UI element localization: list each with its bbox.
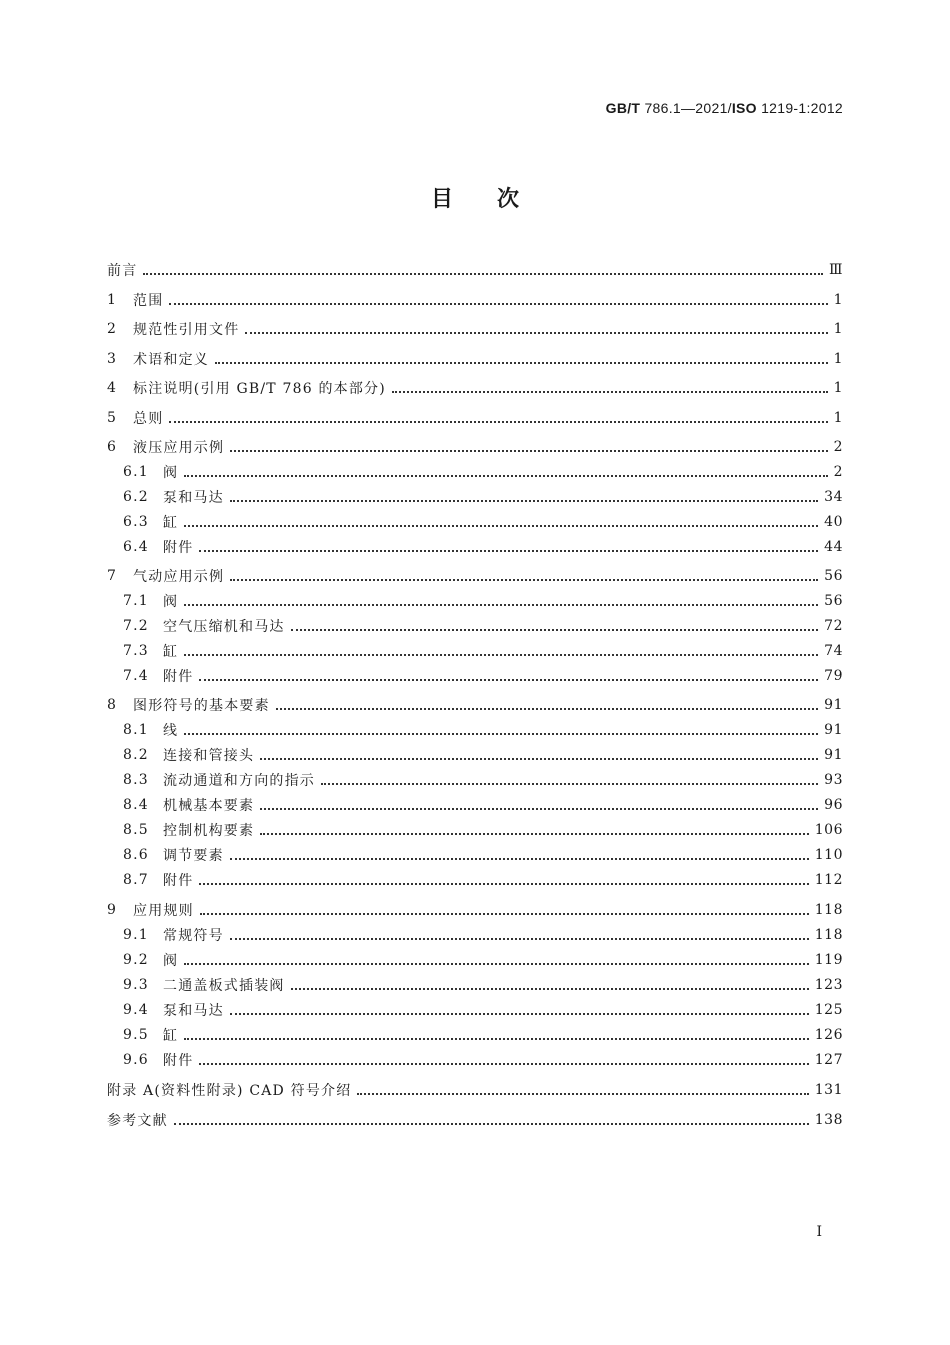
toc-leader-dots [184, 604, 818, 606]
toc-entry-page: 127 [814, 1052, 843, 1068]
toc-entry-page: 40 [824, 514, 843, 530]
toc-entry-label: 参考文献 [107, 1113, 168, 1129]
toc-leader-dots [184, 475, 827, 477]
toc-entry-page: 1 [833, 410, 843, 426]
toc-leader-dots [230, 1013, 809, 1015]
toc-entry[interactable] [107, 406, 843, 430]
toc-entry-label: 机械基本要素 [163, 798, 255, 814]
toc-entry[interactable] [107, 998, 843, 1022]
toc-leader-dots [143, 273, 823, 275]
toc-entry-label: 空气压缩机和马达 [163, 619, 285, 635]
toc-entry-label: 缸 [163, 1028, 179, 1044]
page-number: I [816, 1224, 822, 1240]
toc-entry-label: 标注说明(引用 GB/T 786 的本部分) [133, 381, 386, 397]
toc-entry[interactable] [107, 288, 843, 312]
toc-entry-label: 流动通道和方向的指示 [163, 773, 315, 789]
toc-entry[interactable] [107, 693, 843, 717]
toc-entry-label: 阀 [163, 465, 179, 481]
toc-entry-page: 123 [814, 977, 843, 993]
toc-entry-page: 1 [833, 380, 843, 396]
toc-entry-page: 93 [824, 772, 843, 788]
toc-entry-number: 1 [107, 292, 118, 308]
toc-leader-dots [230, 938, 809, 940]
toc-entry[interactable] [107, 317, 843, 341]
toc-entry-number: 6.2 [123, 489, 149, 505]
toc-leader-dots [276, 708, 818, 710]
toc-entry-number: 8.1 [123, 722, 149, 738]
toc-leader-dots [184, 1038, 809, 1040]
toc-entry[interactable] [107, 510, 843, 534]
toc-entry-label: 二通盖板式插装阀 [163, 978, 285, 994]
toc-entry-number: 3 [107, 351, 118, 367]
toc-entry-number: 6.4 [123, 539, 149, 555]
toc-leader-dots [230, 579, 818, 581]
toc-leader-dots [230, 858, 809, 860]
toc-entry[interactable] [107, 347, 843, 371]
toc-leader-dots [215, 362, 828, 364]
toc-entry-label: 规范性引用文件 [133, 322, 240, 338]
toc-entry[interactable] [107, 1108, 843, 1132]
toc-entry-label: 总则 [133, 411, 164, 427]
toc-leader-dots [200, 913, 809, 915]
toc-entry-page: 118 [814, 927, 843, 943]
toc-leader-dots [392, 391, 828, 393]
toc-entry[interactable] [107, 1048, 843, 1072]
toc-entry-page: 2 [833, 439, 843, 455]
toc-entry-label: 附件 [163, 540, 194, 556]
toc-leader-dots [291, 988, 809, 990]
toc-entry-number: 8.2 [123, 747, 149, 763]
toc-entry-number: 8.7 [123, 872, 149, 888]
toc-entry-number: 7 [107, 568, 118, 584]
toc-entry-page: 91 [824, 722, 843, 738]
toc-entry-page: 110 [814, 847, 843, 863]
toc-entry-number: 8.5 [123, 822, 149, 838]
toc-entry-number: 8 [107, 697, 118, 713]
toc-entry-page: 79 [824, 668, 843, 684]
toc-leader-dots [199, 550, 818, 552]
toc-entry[interactable] [107, 376, 843, 400]
toc-entry-label: 应用规则 [133, 903, 194, 919]
toc-entry-page: 138 [814, 1112, 843, 1128]
toc-entry-label: 阀 [163, 594, 179, 610]
toc-entry-label: 前言 [107, 263, 138, 279]
toc-entry-number: 9.1 [123, 927, 149, 943]
toc-entry-number: 6 [107, 439, 118, 455]
toc-entry-label: 泵和马达 [163, 490, 224, 506]
toc-entry-label: 附件 [163, 669, 194, 685]
toc-leader-dots [174, 1123, 809, 1125]
toc-leader-dots [199, 883, 808, 885]
toc-leader-dots [260, 758, 818, 760]
toc-entry[interactable] [107, 639, 843, 663]
toc-entry[interactable] [107, 818, 843, 842]
toc-entry[interactable] [107, 460, 843, 484]
toc-entry-number: 9.3 [123, 977, 149, 993]
toc-leader-dots [199, 679, 818, 681]
toc-entry[interactable] [107, 843, 843, 867]
toc-entry-page: 34 [824, 489, 843, 505]
toc-entry-page: 126 [814, 1027, 843, 1043]
toc-entry-label: 控制机构要素 [163, 823, 255, 839]
toc-leader-dots [184, 654, 818, 656]
toc-leader-dots [230, 500, 818, 502]
toc-entry-label: 缸 [163, 644, 179, 660]
toc-entry[interactable] [107, 664, 843, 688]
toc-entry-number: 9.2 [123, 952, 149, 968]
toc-entry-page: 131 [814, 1082, 843, 1098]
toc-entry[interactable] [107, 589, 843, 613]
toc-entry[interactable] [107, 973, 843, 997]
toc-entry-page: 56 [824, 593, 843, 609]
toc-entry[interactable] [107, 948, 843, 972]
toc-entry-number: 7.2 [123, 618, 149, 634]
toc-entry-label: 线 [163, 723, 179, 739]
toc-entry-page: 2 [833, 464, 843, 480]
toc-entry-label: 连接和管接头 [163, 748, 255, 764]
toc-entry[interactable] [107, 923, 843, 947]
toc-entry-number: 8.4 [123, 797, 149, 813]
toc-entry-label: 附件 [163, 873, 194, 889]
toc-entry-page: 112 [814, 872, 843, 888]
toc-entry-page: 72 [824, 618, 843, 634]
toc-entry-number: 7.4 [123, 668, 149, 684]
toc-entry[interactable] [107, 564, 843, 588]
toc-entry-page: 96 [824, 797, 843, 813]
toc-entry-number: 7.3 [123, 643, 149, 659]
toc-leader-dots [184, 733, 818, 735]
toc-entry-page: 118 [814, 902, 843, 918]
toc-entry[interactable] [107, 768, 843, 792]
toc-leader-dots [260, 808, 818, 810]
toc-entry-page: 125 [814, 1002, 843, 1018]
toc-entry-page: 119 [814, 952, 843, 968]
toc-leader-dots [169, 303, 827, 305]
toc-entry[interactable] [107, 614, 843, 638]
toc-entry[interactable] [107, 793, 843, 817]
toc-entry-label: 图形符号的基本要素 [133, 698, 270, 714]
toc-entry-label: 术语和定义 [133, 352, 209, 368]
toc-entry-label: 泵和马达 [163, 1003, 224, 1019]
toc-entry-page: 1 [833, 292, 843, 308]
toc-entry[interactable] [107, 485, 843, 509]
toc-entry-label: 附件 [163, 1053, 194, 1069]
toc-entry-label: 调节要素 [163, 848, 224, 864]
toc-entry-number: 9.5 [123, 1027, 149, 1043]
toc-entry[interactable] [107, 868, 843, 892]
toc-leader-dots [230, 450, 827, 452]
toc-entry-page: 44 [824, 539, 843, 555]
toc-leader-dots [184, 525, 818, 527]
toc-entry-number: 9 [107, 902, 118, 918]
toc-entry-page: 1 [833, 351, 843, 367]
toc-entry-number: 9.6 [123, 1052, 149, 1068]
toc-entry-number: 7.1 [123, 593, 149, 609]
toc-entry[interactable] [107, 743, 843, 767]
toc-entry-number: 9.4 [123, 1002, 149, 1018]
toc-entry-number: 6.3 [123, 514, 149, 530]
toc-entry-page: 56 [824, 568, 843, 584]
standard-code [606, 100, 843, 116]
toc-entry[interactable] [107, 1023, 843, 1047]
toc-entry-number: 8.6 [123, 847, 149, 863]
iso-prefix: ISO [731, 100, 757, 116]
toc-entry[interactable] [107, 535, 843, 559]
toc-entry-number: 4 [107, 380, 118, 396]
std-number: 786.1—2021/ [640, 100, 732, 116]
toc-leader-dots [291, 629, 819, 631]
iso-number: 1219-1:2012 [756, 100, 843, 116]
toc-leader-dots [245, 332, 827, 334]
toc-entry-page: 91 [824, 697, 843, 713]
toc-entry-label: 液压应用示例 [133, 440, 225, 456]
toc-entry-label: 缸 [163, 515, 179, 531]
toc-leader-dots [169, 421, 827, 423]
toc-leader-dots [321, 783, 818, 785]
std-prefix: GB/T [605, 100, 641, 116]
toc-entry-label: 气动应用示例 [133, 569, 225, 585]
toc-entry-page: 91 [824, 747, 843, 763]
toc-entry-page: 106 [814, 822, 843, 838]
toc-entry-page: Ⅲ [828, 262, 843, 278]
toc-entry-number: 2 [107, 321, 118, 337]
toc-entry-number: 5 [107, 410, 118, 426]
toc-leader-dots [260, 833, 809, 835]
toc-entry-page: 74 [824, 643, 843, 659]
toc-entry[interactable] [107, 898, 843, 922]
toc-entry-label: 常规符号 [163, 928, 224, 944]
toc-leader-dots [184, 963, 809, 965]
toc-entry-number: 6.1 [123, 464, 149, 480]
toc-entry-number: 8.3 [123, 772, 149, 788]
toc-entry-label: 阀 [163, 953, 179, 969]
toc-entry[interactable] [107, 435, 843, 459]
toc-entry-label: 范围 [133, 293, 164, 309]
page-title: 目次 [430, 187, 563, 212]
toc-entry[interactable] [107, 258, 843, 282]
toc-leader-dots [199, 1063, 808, 1065]
toc-entry[interactable] [107, 718, 843, 742]
toc-leader-dots [357, 1093, 808, 1095]
toc-entry-label: 附录 A(资料性附录) CAD 符号介绍 [107, 1083, 352, 1099]
toc-entry[interactable] [107, 1078, 843, 1102]
toc-entry-page: 1 [833, 321, 843, 337]
